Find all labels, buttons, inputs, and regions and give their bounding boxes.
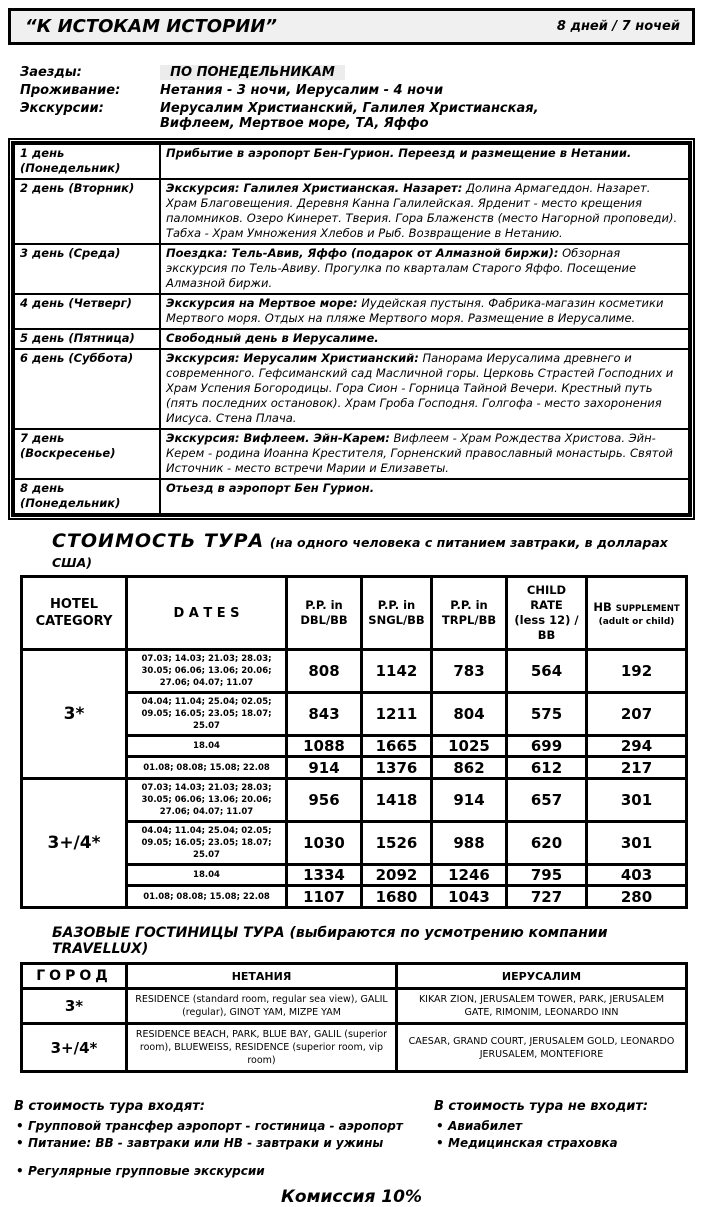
- pricing-header-dates: D A T E S: [127, 577, 287, 650]
- pricing-header-hb-supplement: [587, 577, 687, 650]
- day-description-lead: Экскурсия: Иерусалим Христианский:: [166, 351, 419, 365]
- day-label: 5 день (Пятница): [14, 329, 160, 349]
- info-row-excursions: [20, 101, 695, 131]
- day-description: [160, 179, 689, 244]
- dbl-header-line2: DBL/BB: [300, 613, 348, 627]
- itinerary-table: [13, 143, 690, 515]
- day-description: [160, 144, 689, 179]
- price-sngl-cell: 1526: [362, 822, 432, 865]
- price-child-cell: 727: [507, 886, 587, 908]
- price-hb-cell: 207: [587, 693, 687, 736]
- price-child-cell: 575: [507, 693, 587, 736]
- day-description: [160, 244, 689, 294]
- hotels-jerusalem-cell: CAESAR, GRAND COURT, JERUSALEM GOLD, LEONARDO JERUSALEM, MONTEFIORE: [397, 1024, 687, 1072]
- included-item: • Групповой трансфер аэропорт - гостиница - аэропорт: [14, 1119, 434, 1133]
- price-hb-cell: 301: [587, 822, 687, 865]
- pricing-subtitle: (на одного человека с питанием завтраки, в долларах США): [52, 535, 668, 570]
- price-dbl-cell: 1334: [287, 865, 362, 886]
- excursions-label: Экскурсии:: [20, 101, 104, 116]
- price-sngl-cell: 1142: [362, 650, 432, 693]
- included-title: В стоимость тура входят:: [14, 1099, 205, 1114]
- tour-info: [20, 65, 695, 131]
- sngl-header-line2: SNGL/BB: [368, 613, 425, 627]
- price-dbl-cell: 843: [287, 693, 362, 736]
- dates-cell: 18.04: [127, 865, 287, 886]
- hotels-heading: [52, 925, 703, 957]
- price-dbl-cell: 914: [287, 757, 362, 779]
- day-label: 6 день (Суббота): [14, 349, 160, 429]
- pricing-header-child-rate: [507, 577, 587, 650]
- pricing-title: СТОИМОСТЬ ТУРА: [52, 530, 265, 552]
- included-item: • Питание: ВВ - завтраки или НВ - завтраки и ужины: [14, 1136, 434, 1150]
- dates-cell: 18.04: [127, 736, 287, 757]
- hotels-netanya-cell: RESIDENCE (standard room, regular sea view), GALIL (regular), GINOT YAM, MIZPE YAM: [127, 989, 397, 1024]
- included-item: • Регулярные групповые экскурсии: [14, 1164, 434, 1178]
- day-description: [160, 479, 689, 514]
- itinerary-row-day4: [14, 294, 689, 329]
- hb-header-hb: HB: [593, 599, 612, 614]
- price-dbl-cell: 956: [287, 779, 362, 822]
- dates-cell: 01.08; 08.08; 15.08; 22.08: [127, 757, 287, 779]
- itinerary-row-day2: [14, 179, 689, 244]
- day-description-lead: Экскурсия: Галилея Христианская. Назарет:: [166, 181, 463, 195]
- hotel-category-cell: 3+/4*: [22, 779, 127, 908]
- price-child-cell: 657: [507, 779, 587, 822]
- hotels-jerusalem-cell: KIKAR ZION, JERUSALEM TOWER, PARK, JERUSALEM GATE, RIMONIM, LEONARDO INN: [397, 989, 687, 1024]
- price-sngl-cell: 1211: [362, 693, 432, 736]
- price-trpl-cell: 804: [432, 693, 507, 736]
- dates-cell: 07.03; 14.03; 21.03; 28.03; 30.05; 06.06; 13.06; 20.06; 27.06; 04.07; 11.07: [127, 650, 287, 693]
- dates-cell: 04.04; 11.04; 25.04; 02.05; 09.05; 16.05; 23.05; 18.07; 25.07: [127, 822, 287, 865]
- not-included-column: [434, 1099, 689, 1181]
- tour-title: “К ИСТОКАМ ИСТОРИИ”: [25, 16, 278, 37]
- info-row-accommodation: [20, 83, 695, 98]
- pricing-table: [20, 575, 688, 909]
- pricing-header-row: [22, 577, 687, 650]
- tour-duration: 8 дней / 7 ночей: [556, 19, 680, 34]
- day-label: 3 день (Среда): [14, 244, 160, 294]
- included-column: [14, 1099, 434, 1181]
- pricing-header-trpl: [432, 577, 507, 650]
- hotels-header-row: [22, 964, 687, 989]
- arrivals-value: ПО ПОНЕДЕЛЬНИКАМ: [160, 65, 345, 80]
- day-description-lead: Свободный день в Иерусалиме.: [166, 331, 379, 345]
- price-trpl-cell: 988: [432, 822, 507, 865]
- day-label: 4 день (Четверг): [14, 294, 160, 329]
- price-hb-cell: 280: [587, 886, 687, 908]
- price-trpl-cell: 914: [432, 779, 507, 822]
- not-included-title: В стоимость тура не входит:: [434, 1099, 649, 1114]
- hotels-category-cell: 3*: [22, 989, 127, 1024]
- accommodation-label: Проживание:: [20, 83, 121, 98]
- day-description-rest: Обзорная экскурсия по Тель-Авиву. Прогулка по кварталам Старого Яффо. Посещение Алмазной биржи.: [166, 246, 637, 290]
- sngl-header-line1: P.P. in: [377, 598, 416, 612]
- price-sngl-cell: 1680: [362, 886, 432, 908]
- day-description: [160, 349, 689, 429]
- hotels-header-city: ГОРОД: [22, 964, 127, 989]
- excursions-value: [160, 101, 539, 131]
- hotels-subtitle: (выбираются по усмотрению компании TRAVELLUX): [52, 925, 608, 957]
- dbl-header-line1: P.P. in: [305, 598, 343, 612]
- price-child-cell: 699: [507, 736, 587, 757]
- document-title-box: [8, 8, 695, 45]
- excursions-value-line2: Вифлеем, Мертвое море, ТА, Яффо: [160, 116, 429, 131]
- itinerary-row-day8: [14, 479, 689, 514]
- day-description: [160, 429, 689, 479]
- trpl-header-line1: P.P. in: [450, 598, 488, 612]
- hb-header-supplement: SUPPLEMENT: [615, 603, 680, 614]
- info-row-arrivals: [20, 65, 695, 80]
- itinerary-row-day1: [14, 144, 689, 179]
- price-dbl-cell: 1088: [287, 736, 362, 757]
- day-description-lead: Экскурсия на Мертвое море:: [166, 296, 358, 310]
- hotels-header-netanya: НЕТАНИЯ: [127, 964, 397, 989]
- day-description-rest: Вифлеем - Храм Рождества Христова. Эйн-Керем - родина Иоанна Крестителя, Горненский православный монастырь. Святой Источник - место встречи Марии и Елизаветы.: [166, 431, 673, 475]
- price-hb-cell: 217: [587, 757, 687, 779]
- hotels-title: БАЗОВЫЕ ГОСТИНИЦЫ ТУРА: [52, 925, 285, 941]
- price-hb-cell: 192: [587, 650, 687, 693]
- hotels-header-jerusalem: ИЕРУСАЛИМ: [397, 964, 687, 989]
- price-trpl-cell: 862: [432, 757, 507, 779]
- price-dbl-cell: 1107: [287, 886, 362, 908]
- price-trpl-cell: 783: [432, 650, 507, 693]
- price-trpl-cell: 1246: [432, 865, 507, 886]
- pricing-header-dbl: [287, 577, 362, 650]
- footer-notes: [14, 1099, 689, 1181]
- trpl-header-line2: TRPL/BB: [441, 613, 497, 627]
- hotels-category-cell: 3+/4*: [22, 1024, 127, 1072]
- itinerary-row-day5: [14, 329, 689, 349]
- day-description: [160, 329, 689, 349]
- child-header-line2: (less 12) / BB: [514, 613, 579, 642]
- price-hb-cell: 301: [587, 779, 687, 822]
- dates-cell: 01.08; 08.08; 15.08; 22.08: [127, 886, 287, 908]
- hotel-header-line2: CATEGORY: [35, 614, 113, 629]
- pricing-header-sngl: [362, 577, 432, 650]
- price-dbl-cell: 808: [287, 650, 362, 693]
- accommodation-value: Нетания - 3 ночи, Иерусалим - 4 ночи: [160, 83, 444, 98]
- hb-header-line2: (adult or child): [598, 616, 675, 627]
- price-sngl-cell: 1665: [362, 736, 432, 757]
- day-description-lead: Отьезд в аэропорт Бен Гурион.: [166, 481, 375, 495]
- hotels-netanya-cell: RESIDENCE BEACH, PARK, BLUE BAY, GALIL (superior room), BLUEWEISS, RESIDENCE (superior room, vip room): [127, 1024, 397, 1072]
- pricing-heading: [52, 530, 703, 571]
- price-child-cell: 620: [507, 822, 587, 865]
- not-included-item: • Авиабилет: [434, 1119, 689, 1133]
- itinerary-row-day3: [14, 244, 689, 294]
- price-dbl-cell: 1030: [287, 822, 362, 865]
- child-header-line1: CHILD RATE: [526, 583, 567, 612]
- day-description-rest: Долина Армагеддон. Назарет. Храм Благовещения. Деревня Канна Галилейская. Ярденит - место крещения паломников. Озеро Кинерет. Тверия. Гора Блаженств (место Нагорной проповеди). Табха - Храм Умножения Хлебов и Рыб. Возвращение в Нетанию.: [166, 181, 678, 240]
- hotel-category-cell: 3*: [22, 650, 127, 779]
- itinerary-row-day7: [14, 429, 689, 479]
- price-child-cell: 795: [507, 865, 587, 886]
- pricing-row: [22, 779, 687, 822]
- arrivals-label: Заезды:: [20, 65, 82, 80]
- itinerary-table-wrap: [8, 138, 695, 520]
- day-label: 1 день (Понедельник): [14, 144, 160, 179]
- pricing-row: [22, 650, 687, 693]
- day-description-lead: Прибытие в аэропорт Бен-Гурион. Переезд и размещение в Нетании.: [166, 146, 632, 160]
- price-child-cell: 564: [507, 650, 587, 693]
- day-description-lead: Экскурсия: Вифлеем. Эйн-Карем:: [166, 431, 390, 445]
- hotels-table: [20, 962, 688, 1073]
- price-hb-cell: 403: [587, 865, 687, 886]
- day-description-rest: Панорама Иерусалима древнего и современного. Гефсиманский сад Масличной горы. Церковь Страстей Господних и Храм Успения Богородицы. Гора Сион - Горница Тайной Вечери. Крестный путь (пять последних остановок). Храм Гроба Господня. Голгофа - место захоронения Иисуса. Стена Плача.: [166, 351, 674, 425]
- hotel-header-line1: HOTEL: [50, 597, 98, 612]
- day-label: 2 день (Вторник): [14, 179, 160, 244]
- excursions-value-line1: Иерусалим Христианский, Галилея Христианская,: [160, 101, 539, 116]
- itinerary-row-day6: [14, 349, 689, 429]
- hotels-row: [22, 1024, 687, 1072]
- price-trpl-cell: 1025: [432, 736, 507, 757]
- price-hb-cell: 294: [587, 736, 687, 757]
- pricing-header-hotel-category: [22, 577, 127, 650]
- day-label: 7 день (Воскресенье): [14, 429, 160, 479]
- commission-note: Комиссия 10%: [281, 1187, 422, 1207]
- price-sngl-cell: 2092: [362, 865, 432, 886]
- hotels-row: [22, 989, 687, 1024]
- price-trpl-cell: 1043: [432, 886, 507, 908]
- day-description-rest: Иудейская пустыня. Фабрика-магазин косметики Мертвого моря. Отдых на пляже Мертвого моря. Размещение в Иерусалиме.: [166, 296, 664, 325]
- not-included-item: • Медицинская страховка: [434, 1136, 689, 1150]
- dates-cell: 07.03; 14.03; 21.03; 28.03; 30.05; 06.06; 13.06; 20.06; 27.06; 04.07; 11.07: [127, 779, 287, 822]
- day-description-lead: Поездка: Тель-Авив, Яффо (подарок от Алмазной биржи):: [166, 246, 559, 260]
- dates-cell: 04.04; 11.04; 25.04; 02.05; 09.05; 16.05; 23.05; 18.07; 25.07: [127, 693, 287, 736]
- price-sngl-cell: 1376: [362, 757, 432, 779]
- day-description: [160, 294, 689, 329]
- hb-header-line1: [590, 600, 683, 617]
- price-sngl-cell: 1418: [362, 779, 432, 822]
- price-child-cell: 612: [507, 757, 587, 779]
- day-label: 8 день (Понедельник): [14, 479, 160, 514]
